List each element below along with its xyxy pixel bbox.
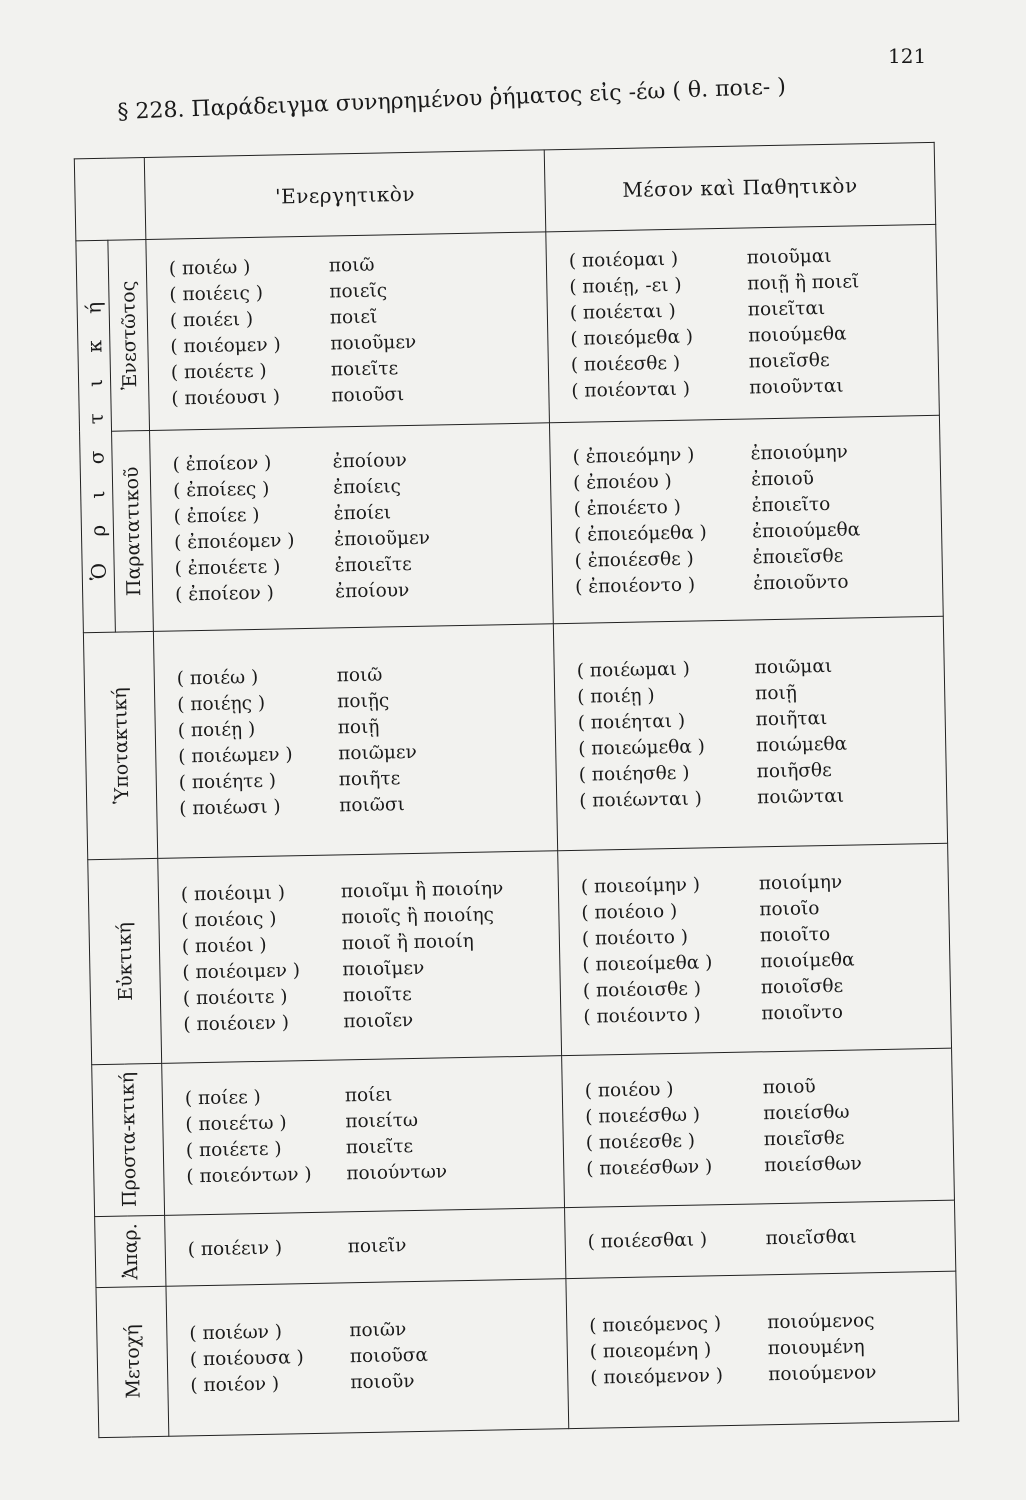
contracted-form: ποιῇς xyxy=(337,690,390,713)
uncontracted-form: ( ποιέωσι ) xyxy=(179,796,281,820)
uncontracted-form: ( ἐποιέοντο ) xyxy=(574,574,696,598)
uncontracted-form: ( ἐποιεόμεθα ) xyxy=(573,522,707,546)
contracted-form: ποιουμένη xyxy=(767,1336,865,1360)
contracted-form: ποιοῦμεν xyxy=(330,331,417,355)
uncontracted-form: ( ποιέεσθε ) xyxy=(570,352,681,376)
contracted-form: ἐποίουν xyxy=(332,449,407,473)
conjugation-table xyxy=(74,142,959,1438)
mood-label: Ἀπαρ. xyxy=(118,1222,142,1280)
contracted-form: ποιεῖσθαι xyxy=(765,1226,857,1250)
uncontracted-form: ( ποιεοίμην ) xyxy=(580,874,701,898)
tense-imperfect xyxy=(112,430,154,632)
active-forms xyxy=(153,623,557,858)
uncontracted-form: ( ποιέοι ) xyxy=(181,934,267,958)
uncontracted-form: ( ποιεόμενος ) xyxy=(589,1313,722,1338)
contracted-form: ποιῇ xyxy=(754,682,798,705)
contracted-form: ποιοῦσα xyxy=(349,1345,429,1368)
section-imperative xyxy=(92,1048,955,1217)
uncontracted-form: ( ποιέησθε ) xyxy=(578,762,690,786)
tense-present xyxy=(108,240,150,431)
mood-subjunctive xyxy=(83,631,157,859)
uncontracted-form: ( ἐποιέεσθε ) xyxy=(574,548,694,572)
mood-participle xyxy=(96,1286,169,1438)
uncontracted-form: ( ποιέω ) xyxy=(176,666,259,690)
uncontracted-form: ( ποιέῃ ) xyxy=(577,685,655,708)
uncontracted-form: ( ποιέομαι ) xyxy=(568,248,679,272)
uncontracted-form: ( ποιέοιεν ) xyxy=(183,1012,290,1036)
active-forms xyxy=(165,1207,566,1286)
contracted-form: ποιεῖν xyxy=(347,1235,407,1258)
uncontracted-form: ( ποιέεσθε ) xyxy=(585,1130,696,1154)
uncontracted-form: ( ποιέων ) xyxy=(189,1321,283,1345)
form-row xyxy=(587,1222,954,1255)
contracted-form: ἐποίεις xyxy=(332,475,402,499)
mood-infinitive xyxy=(95,1215,166,1287)
contracted-form: ποιούμενος xyxy=(767,1310,875,1334)
section-optative xyxy=(88,843,952,1064)
contracted-form: ποιώμεθα xyxy=(755,733,848,757)
header-active: 'Ενεργητικὸν xyxy=(144,150,546,240)
contracted-form: ἐποιεῖτε xyxy=(334,553,412,577)
contracted-form: ποιοῖτε xyxy=(342,983,412,1007)
mp-forms xyxy=(558,843,952,1055)
tense-label: Ἐνεστῶτος xyxy=(116,280,141,391)
uncontracted-form: ( ἐποιέομεν ) xyxy=(173,529,295,554)
contracted-form: ποιῆτε xyxy=(338,767,401,791)
contracted-form: ποιείσθων xyxy=(764,1153,862,1177)
uncontracted-form: ( ποιεόμεθα ) xyxy=(570,326,694,350)
contracted-form: ποιεῖς xyxy=(329,280,388,303)
uncontracted-form: ( ποιέοις ) xyxy=(181,908,277,932)
mp-forms xyxy=(565,1200,956,1278)
uncontracted-form: ( ποιέοιντο ) xyxy=(583,1004,701,1028)
mood-imperative xyxy=(92,1063,165,1216)
contracted-form: ἐποίουν xyxy=(334,579,410,603)
contracted-form: ποιούμενον xyxy=(768,1362,877,1386)
contracted-form: ποιοῖντο xyxy=(761,1001,844,1025)
uncontracted-form: ( ποιέει ) xyxy=(169,308,254,332)
contracted-form: ποίει xyxy=(344,1084,393,1107)
contracted-form: ποιοῖς ἢ ποιοίης xyxy=(341,904,495,929)
uncontracted-form: ( ἐποίεον ) xyxy=(172,452,272,476)
uncontracted-form: ( ἐποίεον ) xyxy=(174,582,275,606)
uncontracted-form: ( ποιέῃς ) xyxy=(177,692,266,716)
uncontracted-form: ( ποιέοισθε ) xyxy=(582,978,702,1002)
uncontracted-form: ( ἐποίεες ) xyxy=(172,478,270,502)
section-subjunctive xyxy=(83,616,947,860)
contracted-form: ποιείσθω xyxy=(763,1101,850,1125)
contracted-form: ποιοῦμαι xyxy=(746,245,832,269)
uncontracted-form: ( ποιεόντων ) xyxy=(186,1164,312,1188)
mood-label: Μετοχή xyxy=(120,1324,145,1400)
tense-label: Παρατατικοῦ xyxy=(120,466,145,597)
uncontracted-form: ( ποιεόμενον ) xyxy=(590,1365,724,1390)
uncontracted-form: ( ἐποιέετο ) xyxy=(573,496,682,520)
contracted-form: ποιοῦ xyxy=(762,1076,816,1099)
conjugation-table-wrapper xyxy=(74,142,958,1438)
contracted-form: ποιῶ xyxy=(328,254,375,277)
mp-forms xyxy=(562,1048,955,1208)
mood-label: Προστα-κτική xyxy=(115,1072,141,1208)
contracted-form: ποιῶμαι xyxy=(754,655,833,679)
contracted-form: ποιῇ ἢ ποιεῖ xyxy=(747,271,860,295)
contracted-form: ποιοῖτο xyxy=(759,923,831,947)
contracted-form: ποιεῖτε xyxy=(330,358,399,381)
contracted-form: ποιοῖο xyxy=(759,897,820,921)
uncontracted-form: ( ποιέωμεν ) xyxy=(178,744,293,768)
contracted-form: ποιῶμεν xyxy=(338,741,417,765)
contracted-form: ποιοῖμι ἢ ποιοίην xyxy=(340,878,504,903)
contracted-form: ποιῶν xyxy=(349,1319,407,1342)
contracted-form: ἐποιεῖτο xyxy=(751,493,831,517)
mp-forms xyxy=(549,415,943,623)
header-middle-passive: Μέσον καὶ Παθητικὸν xyxy=(544,142,936,232)
active-forms xyxy=(162,1055,565,1215)
contracted-form: ἐποιούμην xyxy=(750,441,848,465)
uncontracted-form: ( ἐποιέετε ) xyxy=(174,556,281,580)
uncontracted-form: ( ποιέοιο ) xyxy=(581,900,678,924)
uncontracted-form: ( ποιέου ) xyxy=(584,1079,674,1102)
uncontracted-form: ( ποίεε ) xyxy=(184,1087,261,1110)
mp-forms xyxy=(546,224,940,422)
contracted-form: ποιεῖσθε xyxy=(748,349,830,373)
contracted-form: ποιεῖτε xyxy=(345,1136,414,1159)
section-present-indicative xyxy=(76,224,940,431)
header-blank xyxy=(74,158,146,241)
contracted-form: ἐποίει xyxy=(333,502,392,525)
uncontracted-form: ( ποιεέτω ) xyxy=(185,1112,287,1136)
uncontracted-form: ( ἐποίεε ) xyxy=(173,504,260,528)
uncontracted-form: ( ποιέοιμι ) xyxy=(180,882,286,906)
contracted-form: ποιεῖσθε xyxy=(763,1128,845,1151)
contracted-form: ἐποιεῖσθε xyxy=(752,545,844,569)
uncontracted-form: ( ποιέηται ) xyxy=(577,710,686,734)
section-title: § 228. Παράδειγμα συνηρημένου ῥήματος εἰς -έω ( θ. ποιε- ) xyxy=(117,74,787,125)
contracted-form: ἐποιοῦντο xyxy=(752,571,849,595)
uncontracted-form: ( ἐποιεόμην ) xyxy=(572,444,695,468)
uncontracted-form: ( ποιέοιτε ) xyxy=(182,986,288,1010)
contracted-form: ποιῶσι xyxy=(339,793,405,817)
active-forms xyxy=(150,423,554,631)
uncontracted-form: ( ποιέεις ) xyxy=(169,282,264,306)
uncontracted-form: ( ποιεώμεθα ) xyxy=(578,736,706,760)
contracted-form: ἐποιούμεθα xyxy=(751,519,861,543)
contracted-form: ποιοίμην xyxy=(758,871,843,895)
uncontracted-form: ( ποιέωμαι ) xyxy=(576,658,691,682)
section-imperfect-indicative xyxy=(80,415,944,632)
uncontracted-form: ( ποιέωνται ) xyxy=(579,788,703,812)
contracted-form: ποιούντων xyxy=(346,1161,448,1185)
contracted-form: ποιείτω xyxy=(345,1110,419,1133)
contracted-form: ποιῆσθε xyxy=(756,759,832,783)
contracted-form: ποιοῖσθε xyxy=(760,975,844,999)
contracted-form: ποιοῦν xyxy=(350,1371,415,1394)
uncontracted-form: ( ποιέονται ) xyxy=(571,378,691,402)
mp-forms xyxy=(553,616,947,851)
contracted-form: ποιοῦνται xyxy=(749,375,844,399)
contracted-form: ποιῇ xyxy=(337,716,380,739)
uncontracted-form: ( ποιέουσα ) xyxy=(189,1347,304,1371)
active-forms xyxy=(158,851,562,1064)
section-participle xyxy=(96,1271,959,1438)
contracted-form: ποιοίμεθα xyxy=(760,949,855,973)
active-forms xyxy=(146,232,550,430)
contracted-form: ποιοῖ ἢ ποιοίη xyxy=(341,930,474,955)
mp-forms xyxy=(566,1271,959,1429)
uncontracted-form: ( ποιεοίμεθα ) xyxy=(582,952,713,976)
contracted-form: ποιοῦσι xyxy=(331,384,405,407)
mood-label: Εὐκτική xyxy=(112,921,137,1001)
contracted-form: ποιοῖεν xyxy=(343,1009,414,1033)
uncontracted-form: ( ποιέουσι ) xyxy=(171,386,281,410)
uncontracted-form: ( ποιέητε ) xyxy=(178,770,277,794)
page-number: 121 xyxy=(888,44,927,68)
mood-optative xyxy=(88,858,162,1064)
contracted-form: ποιεῖται xyxy=(747,297,826,321)
form-row xyxy=(188,1230,565,1263)
uncontracted-form: ( ποιέεται ) xyxy=(569,300,676,324)
contracted-form: ποιούμεθα xyxy=(748,323,847,347)
uncontracted-form: ( ποιέοιμεν ) xyxy=(182,959,301,984)
uncontracted-form: ( ποιεομένη ) xyxy=(589,1339,712,1364)
mood-label: Ὑποτακτική xyxy=(108,686,133,804)
uncontracted-form: ( ποιέετε ) xyxy=(185,1138,282,1162)
contracted-form: ποιῶ xyxy=(336,664,383,687)
uncontracted-form: ( ποιέεσθαι ) xyxy=(587,1229,708,1253)
contracted-form: ποιεῖ xyxy=(329,306,378,329)
mood-label: Ὁ ρ ι σ τ ι κ ή xyxy=(80,292,111,581)
uncontracted-form: ( ποιεέσθων ) xyxy=(586,1156,713,1180)
uncontracted-form: ( ἐποιέου ) xyxy=(572,470,672,494)
uncontracted-form: ( ποιέω ) xyxy=(168,256,251,280)
uncontracted-form: ( ποιέειν ) xyxy=(187,1237,283,1261)
uncontracted-form: ( ποιεέσθω ) xyxy=(585,1104,701,1128)
contracted-form: ποιοῖμεν xyxy=(342,957,425,981)
uncontracted-form: ( ποιέομεν ) xyxy=(170,334,281,358)
uncontracted-form: ( ποιέῃ, -ει ) xyxy=(569,274,682,298)
uncontracted-form: ( ποιέετε ) xyxy=(170,360,267,384)
contracted-form: ἐποιοῦμεν xyxy=(333,527,431,551)
uncontracted-form: ( ποιέῃ ) xyxy=(177,718,256,742)
contracted-form: ἐποιοῦ xyxy=(750,467,815,491)
uncontracted-form: ( ποιέοιτο ) xyxy=(581,926,689,950)
uncontracted-form: ( ποιέον ) xyxy=(190,1374,280,1397)
contracted-form: ποιῶνται xyxy=(756,785,845,809)
active-forms xyxy=(166,1278,569,1436)
contracted-form: ποιῆται xyxy=(755,707,828,731)
